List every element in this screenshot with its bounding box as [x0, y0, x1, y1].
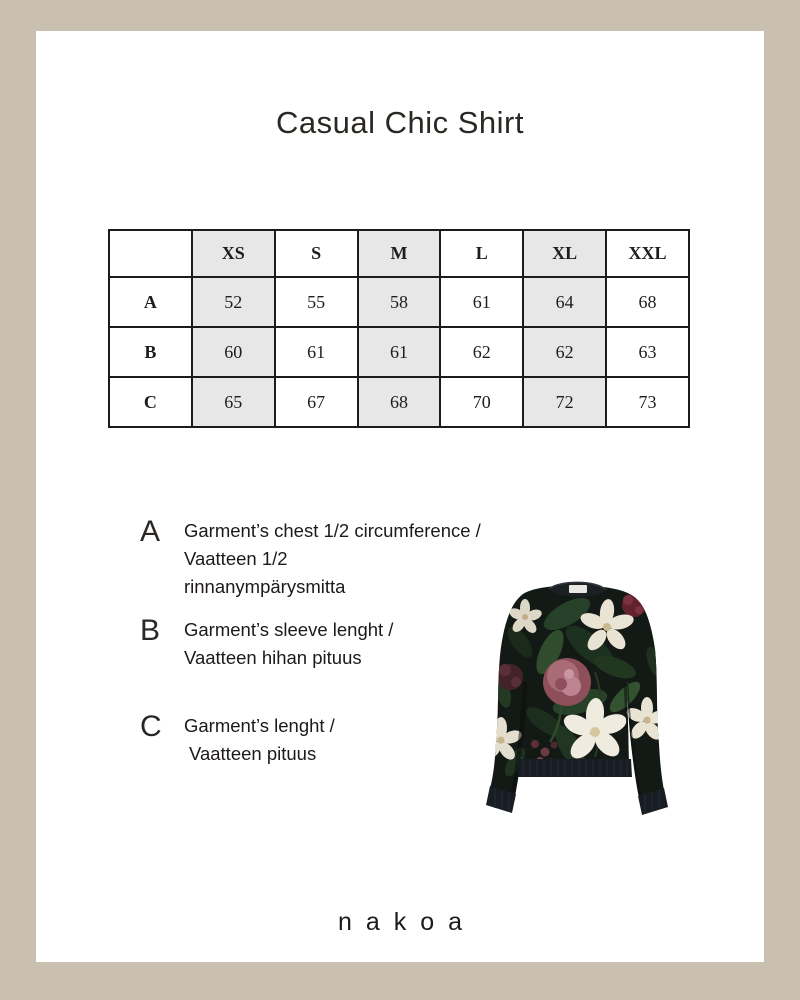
row-label-a: A: [109, 277, 192, 327]
size-cell: 64: [523, 277, 606, 327]
sweatshirt-illustration: [455, 572, 705, 822]
size-cell: 62: [523, 327, 606, 377]
size-cell: 68: [358, 377, 441, 427]
legend-line: Garment’s chest 1/2 circumference / Vaatteen 1/2: [184, 520, 481, 569]
size-cell: 52: [192, 277, 275, 327]
legend-key-c: C: [140, 710, 162, 743]
size-cell: 58: [358, 277, 441, 327]
brand-logo: nakoa: [337, 908, 477, 936]
size-cell: 73: [606, 377, 689, 427]
col-header-s: S: [275, 230, 358, 277]
size-cell: 65: [192, 377, 275, 427]
legend-key-a: A: [140, 515, 161, 548]
size-cell: 72: [523, 377, 606, 427]
legend-line: Garment’s lenght /: [184, 715, 335, 736]
size-cell: 61: [358, 327, 441, 377]
row-label-b: B: [109, 327, 192, 377]
table-row-b: [109, 327, 689, 377]
size-cell: 70: [440, 377, 523, 427]
size-cell: 68: [606, 277, 689, 327]
legend-line: Vaatteen hihan pituus: [184, 647, 362, 668]
neck-label: [569, 585, 587, 593]
legend-key-b: B: [140, 614, 161, 647]
col-header-xs: XS: [192, 230, 275, 277]
table-header-row: [109, 230, 689, 277]
table-corner-cell: [109, 230, 192, 277]
size-cell: 62: [440, 327, 523, 377]
legend-line: Garment’s sleeve lenght /: [184, 619, 394, 640]
size-guide-card: [36, 31, 764, 962]
size-cell: 55: [275, 277, 358, 327]
col-header-xxl: XXL: [606, 230, 689, 277]
col-header-l: L: [440, 230, 523, 277]
legend-line: rinnanympärysmitta: [184, 576, 346, 597]
row-label-c: C: [109, 377, 192, 427]
col-header-m: M: [358, 230, 441, 277]
table-row-c: [109, 377, 689, 427]
size-cell: 63: [606, 327, 689, 377]
product-photo-sweatshirt: [455, 572, 705, 822]
size-table: [108, 229, 690, 428]
col-header-xl: XL: [523, 230, 606, 277]
size-cell: 61: [440, 277, 523, 327]
legend-line: Vaatteen pituus: [189, 743, 317, 764]
size-cell: 67: [275, 377, 358, 427]
table-row-a: [109, 277, 689, 327]
size-cell: 60: [192, 327, 275, 377]
page-title: Casual Chic Shirt: [276, 105, 524, 140]
size-cell: 61: [275, 327, 358, 377]
